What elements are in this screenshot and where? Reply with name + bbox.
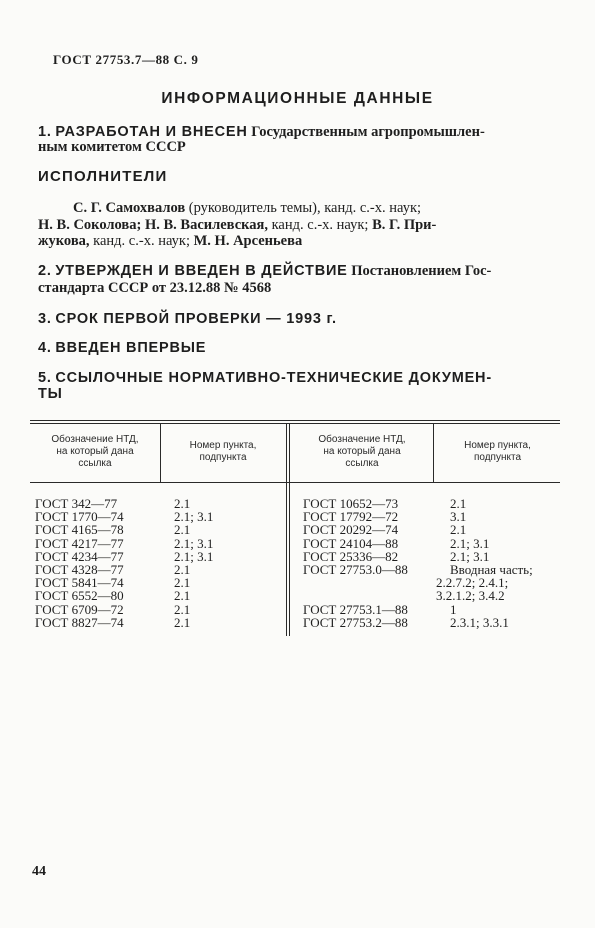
table-cell: ГОСТ 4234—77 [35,548,124,564]
table-cell: ГОСТ 5841—74 [35,575,124,591]
table-col-divider [433,424,434,482]
executor-degree: канд. с.-х. наук; [93,233,190,249]
table-cell: 2.1 [174,601,191,617]
table-cell: 2.1 [174,496,191,511]
table-cell: ГОСТ 24104—88 [303,535,399,551]
executor-names: Н. В. Соколова; Н. В. Василевская, [38,217,268,233]
table-cell: ГОСТ 8827—74 [35,614,124,630]
table-cell: ГОСТ 20292—74 [303,522,399,538]
table-cell: ГОСТ 4328—77 [35,562,124,578]
table-cell [303,576,408,589]
table-col-divider [160,424,161,482]
table-cell: ГОСТ 25336—82 [303,548,399,564]
section-3-number: 3. [38,311,52,327]
table-header-item-left: Номер пункта, подпункта [189,440,257,463]
table-cell: Вводная часть; [450,562,533,578]
executors-line-3 [38,233,302,250]
table-cell: 2.1 [450,496,467,511]
page-number: 44 [32,864,46,879]
section-2-continuation: стандарта СССР от 23.12.88 № 4568 [38,280,272,296]
table-middle-divider [286,424,287,636]
section-5-continuation: ТЫ [38,386,63,402]
section-4-heading: ВВЕДЕН ВПЕРВЫЕ [55,340,207,356]
left-items-column [174,497,213,629]
table-cell: 2.1 [174,614,191,630]
table-cell: 2.1; 3.1 [174,509,214,525]
section-5-heading: ССЫЛОЧНЫЕ НОРМАТИВНО-ТЕХНИЧЕСКИЕ ДОКУМЕН- [55,370,492,386]
page-title: ИНФОРМАЦИОННЫЕ ДАННЫЕ [161,90,434,107]
executor-name: С. Г. Самохвалов [73,200,186,216]
section-1-continuation: ным комитетом СССР [38,139,186,155]
table-cell: 2.3.1; 3.3.1 [450,614,509,630]
page-header: ГОСТ 27753.7—88 С. 9 [53,52,199,67]
table-header-doc-left: Обозначение НТД, на который дана ссылка [51,434,139,469]
section-2-heading: УТВЕРЖДЕН И ВВЕДЕН В ДЕЙСТВИЕ [55,263,348,279]
executor-name: В. Г. При- [372,217,437,233]
section-1-heading: РАЗРАБОТАН И ВНЕСЕН [55,124,248,140]
table-cell: 2.1 [174,522,191,538]
table-cell: 3.2.1.2; 3.4.2 [436,588,505,604]
section-4 [38,340,206,357]
table-header-item-right: Номер пункта, подпункта [464,440,531,463]
table-cell: 2.1; 3.1 [174,535,214,551]
section-5 [38,370,492,387]
table-cell: ГОСТ 10652—73 [303,496,399,511]
table-cell: ГОСТ 342—77 [35,496,118,511]
table-cell: 2.1 [174,562,191,578]
table-header-doc-right: Обозначение НТД, на который дана ссылка [318,434,406,469]
executors-line-1 [73,200,421,217]
section-2-text: Постановлением Гос- [351,263,492,279]
executor-name: М. Н. Арсеньева [193,233,303,249]
table-cell: 2.1; 3.1 [450,535,490,551]
table-cell: ГОСТ 27753.2—88 [303,614,408,630]
section-2 [38,263,491,280]
table-cell: 2.2.7.2; 2.4.1; [436,575,509,591]
table-cell: ГОСТ 4165—78 [35,522,124,538]
table-cell: 2.1; 3.1 [174,548,214,564]
table-cell: ГОСТ 6709—72 [35,601,124,617]
executor-role: (руководитель темы), канд. с.-х. наук; [188,200,422,216]
section-5-number: 5. [38,370,52,386]
executor-degree: канд. с.-х. наук; [271,217,369,233]
executors-heading: ИСПОЛНИТЕЛИ [38,168,168,185]
table-cell: ГОСТ 1770—74 [35,509,124,525]
table-cell: 3.1 [450,509,467,525]
right-items-column [436,497,533,629]
table-cell: ГОСТ 6552—80 [35,588,124,604]
table-cell: 1 [450,601,457,617]
table-middle-divider-2 [289,424,290,636]
section-1-number: 1. [38,124,52,140]
table-cell: ГОСТ 4217—77 [35,535,124,551]
section-3 [38,311,337,328]
right-docs-column [303,497,408,629]
section-1-text: Государственным агропромышлен- [251,124,485,140]
section-3-heading: СРОК ПЕРВОЙ ПРОВЕРКИ — 1993 г. [55,311,337,327]
section-4-number: 4. [38,340,52,356]
table-cell: 2.1 [450,522,467,538]
table-top-rule-2 [30,423,560,424]
table-cell: 2.1; 3.1 [450,548,490,564]
section-2-number: 2. [38,263,52,279]
table-cell: ГОСТ 27753.1—88 [303,601,408,617]
table-header-rule [30,482,560,483]
table-cell [303,589,408,602]
left-docs-column [35,497,124,629]
table-cell: ГОСТ 27753.0—88 [303,562,408,578]
table-cell: 2.1 [174,575,191,591]
executor-name: жукова, [38,233,90,249]
table-top-rule [30,420,560,421]
table-cell: 2.1 [174,588,191,604]
executors-line-2 [38,217,436,234]
table-cell: ГОСТ 17792—72 [303,509,399,525]
